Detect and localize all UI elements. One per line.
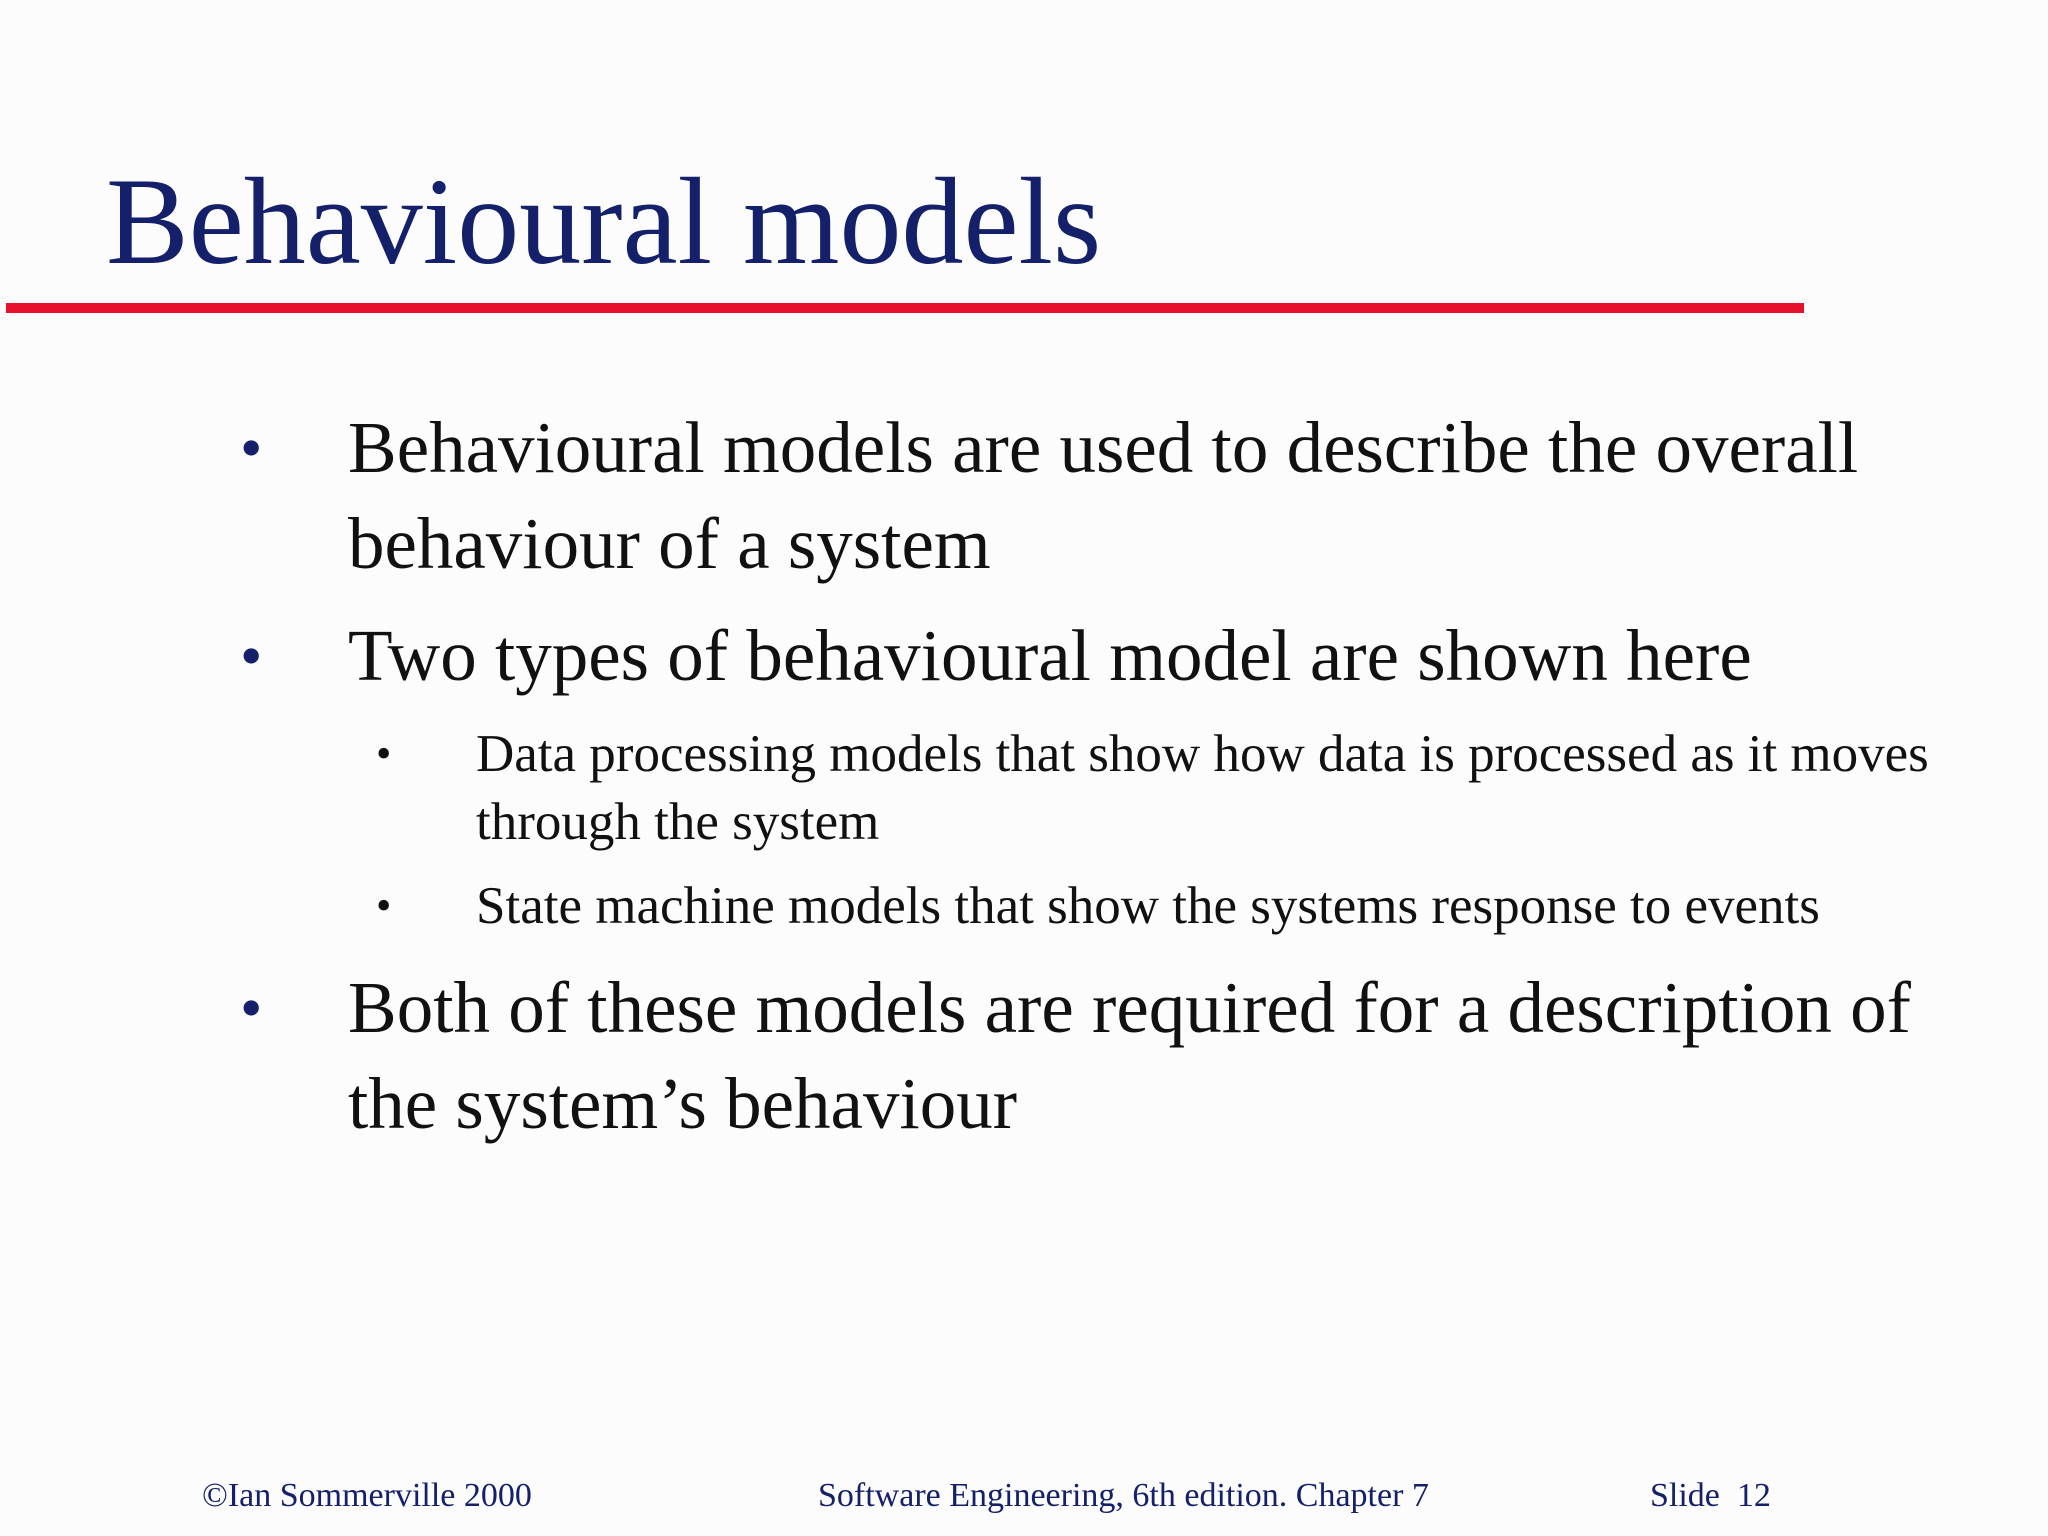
sub-bullet-item <box>376 872 1976 940</box>
bullet-text: Two types of behavioural model are shown here <box>348 615 1752 696</box>
slide-title: Behavioural models <box>106 153 1102 290</box>
footer-copyright: ©Ian Sommerville 2000 <box>202 1477 532 1514</box>
bullet-text: Behavioural models are used to describe the overall behaviour of a system <box>348 407 1859 584</box>
footer-book-title: Software Engineering, 6th edition. Chapter 7 <box>818 1477 1429 1514</box>
bullet-item <box>240 960 1968 1152</box>
bullet-marker: • <box>240 972 263 1043</box>
sub-bullet-marker: • <box>376 729 392 778</box>
bullet-item <box>240 608 1968 704</box>
bullet-item <box>240 400 1968 592</box>
sub-bullet-text: State machine models that show the systems response to events <box>476 877 1820 935</box>
sub-bullet-item <box>376 720 1976 856</box>
footer-slide-number: Slide 12 <box>1650 1477 1771 1514</box>
sub-bullet-marker: • <box>376 881 392 930</box>
sub-bullet-text: Data processing models that show how data is processed as it moves through the system <box>476 725 1929 851</box>
bullet-marker: • <box>240 412 263 483</box>
bullet-text: Both of these models are required for a description of the system’s behaviour <box>348 967 1911 1144</box>
bullet-marker: • <box>240 620 263 691</box>
